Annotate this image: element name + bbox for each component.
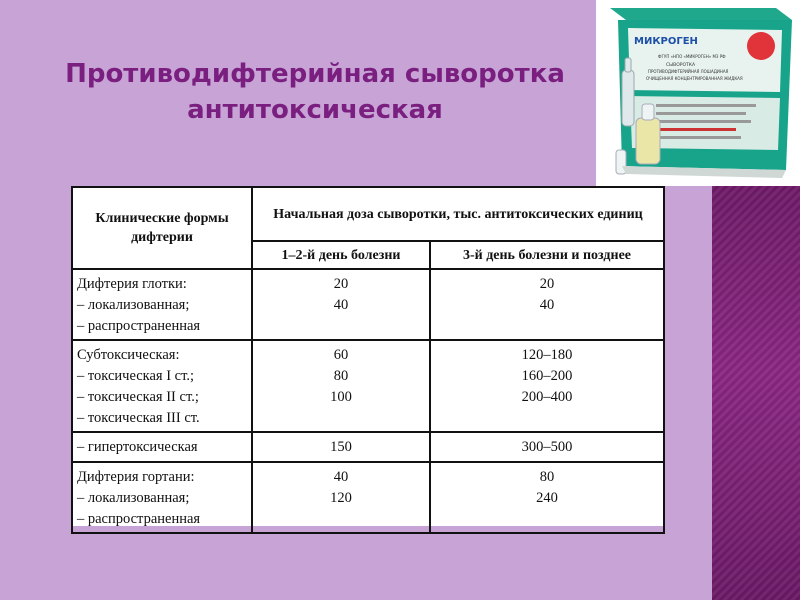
table-row <box>72 269 664 340</box>
serum-box-image <box>596 0 800 186</box>
slide-title <box>40 56 590 128</box>
serum-box-illustration <box>596 0 800 186</box>
early-dose-cell: 150 <box>252 432 430 462</box>
forms-cell: Дифтерия гортани: – локализованная; – распространенная <box>72 462 252 533</box>
title-line-2: антитоксическая <box>187 95 443 125</box>
title-line-1: Противодифтерийная сыворотка <box>65 59 565 89</box>
late-dose-cell: 80 240 <box>430 462 664 533</box>
late-dose-cell: 20 40 <box>430 269 664 340</box>
early-dose-cell: 60 80 100 <box>252 340 430 432</box>
forms-cell: Субтоксическая: – токсическая I ст.; – токсическая II ст.; – токсическая III ст. <box>72 340 252 432</box>
label-line-1: ФГУП «НПО «МИКРОГЕН» МЗ РФ <box>658 54 726 59</box>
dose-table-container <box>71 186 665 526</box>
decorative-stripe <box>712 186 800 600</box>
early-dose-cell: 40 120 <box>252 462 430 533</box>
table-row <box>72 340 664 432</box>
header-clinical-forms: Клинические формы дифтерии <box>72 187 252 269</box>
header-initial-dose: Начальная доза сыворотки, тыс. антитоксических единиц <box>252 187 664 241</box>
late-dose-cell: 120–180 160–200 200–400 <box>430 340 664 432</box>
early-dose-cell: 20 40 <box>252 269 430 340</box>
forms-cell: Дифтерия глотки: – локализованная; – распространенная <box>72 269 252 340</box>
table-row <box>72 432 664 462</box>
late-dose-cell: 300–500 <box>430 432 664 462</box>
header-day-3-later: 3-й день болезни и позднее <box>430 241 664 269</box>
brand-logo-text: МИКРОГЕН <box>634 36 698 47</box>
label-line-4: ОЧИЩЕННАЯ КОНЦЕНТРИРОВАННАЯ ЖИДКАЯ <box>646 76 743 81</box>
label-line-2: СЫВОРОТКА <box>666 63 696 68</box>
forms-cell: – гипертоксическая <box>72 432 252 462</box>
table-row <box>72 462 664 533</box>
serum-dose-table <box>71 186 665 534</box>
label-line-3: ПРОТИВОДИФТЕРИЙНАЯ ЛОШАДИНАЯ <box>648 69 729 74</box>
header-day-1-2: 1–2-й день болезни <box>252 241 430 269</box>
